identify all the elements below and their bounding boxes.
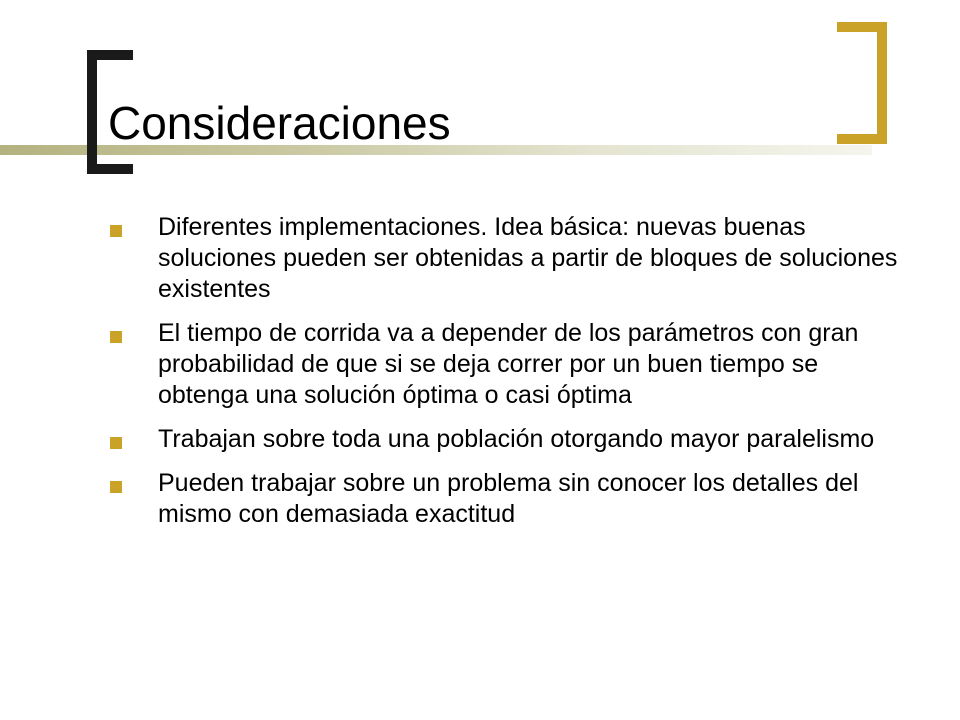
- square-bullet-icon: [110, 481, 122, 493]
- bullet-item: [110, 212, 900, 305]
- square-bullet-icon: [110, 437, 122, 449]
- bullet-item: [110, 424, 900, 455]
- bullet-item: [110, 468, 900, 530]
- bullet-item: [110, 318, 900, 411]
- bullet-text: Pueden trabajar sobre un problema sin conocer los detalles del mismo con demasiada exactitud: [158, 469, 859, 528]
- bullet-text: El tiempo de corrida va a depender de los parámetros con gran probabilidad de que si se deja correr por un buen tiempo se obtenga una solución óptima o casi óptima: [158, 319, 859, 409]
- slide-title: Consideraciones: [108, 97, 451, 149]
- bullet-list: [110, 212, 900, 543]
- square-bullet-icon: [110, 331, 122, 343]
- bullet-text: Diferentes implementaciones. Idea básica: nuevas buenas soluciones pueden ser obtenidas a partir de bloques de soluciones existentes: [158, 213, 898, 303]
- square-bullet-icon: [110, 225, 122, 237]
- bullet-text: Trabajan sobre toda una población otorgando mayor paralelismo: [158, 425, 875, 453]
- right-bracket-decoration: [837, 22, 887, 144]
